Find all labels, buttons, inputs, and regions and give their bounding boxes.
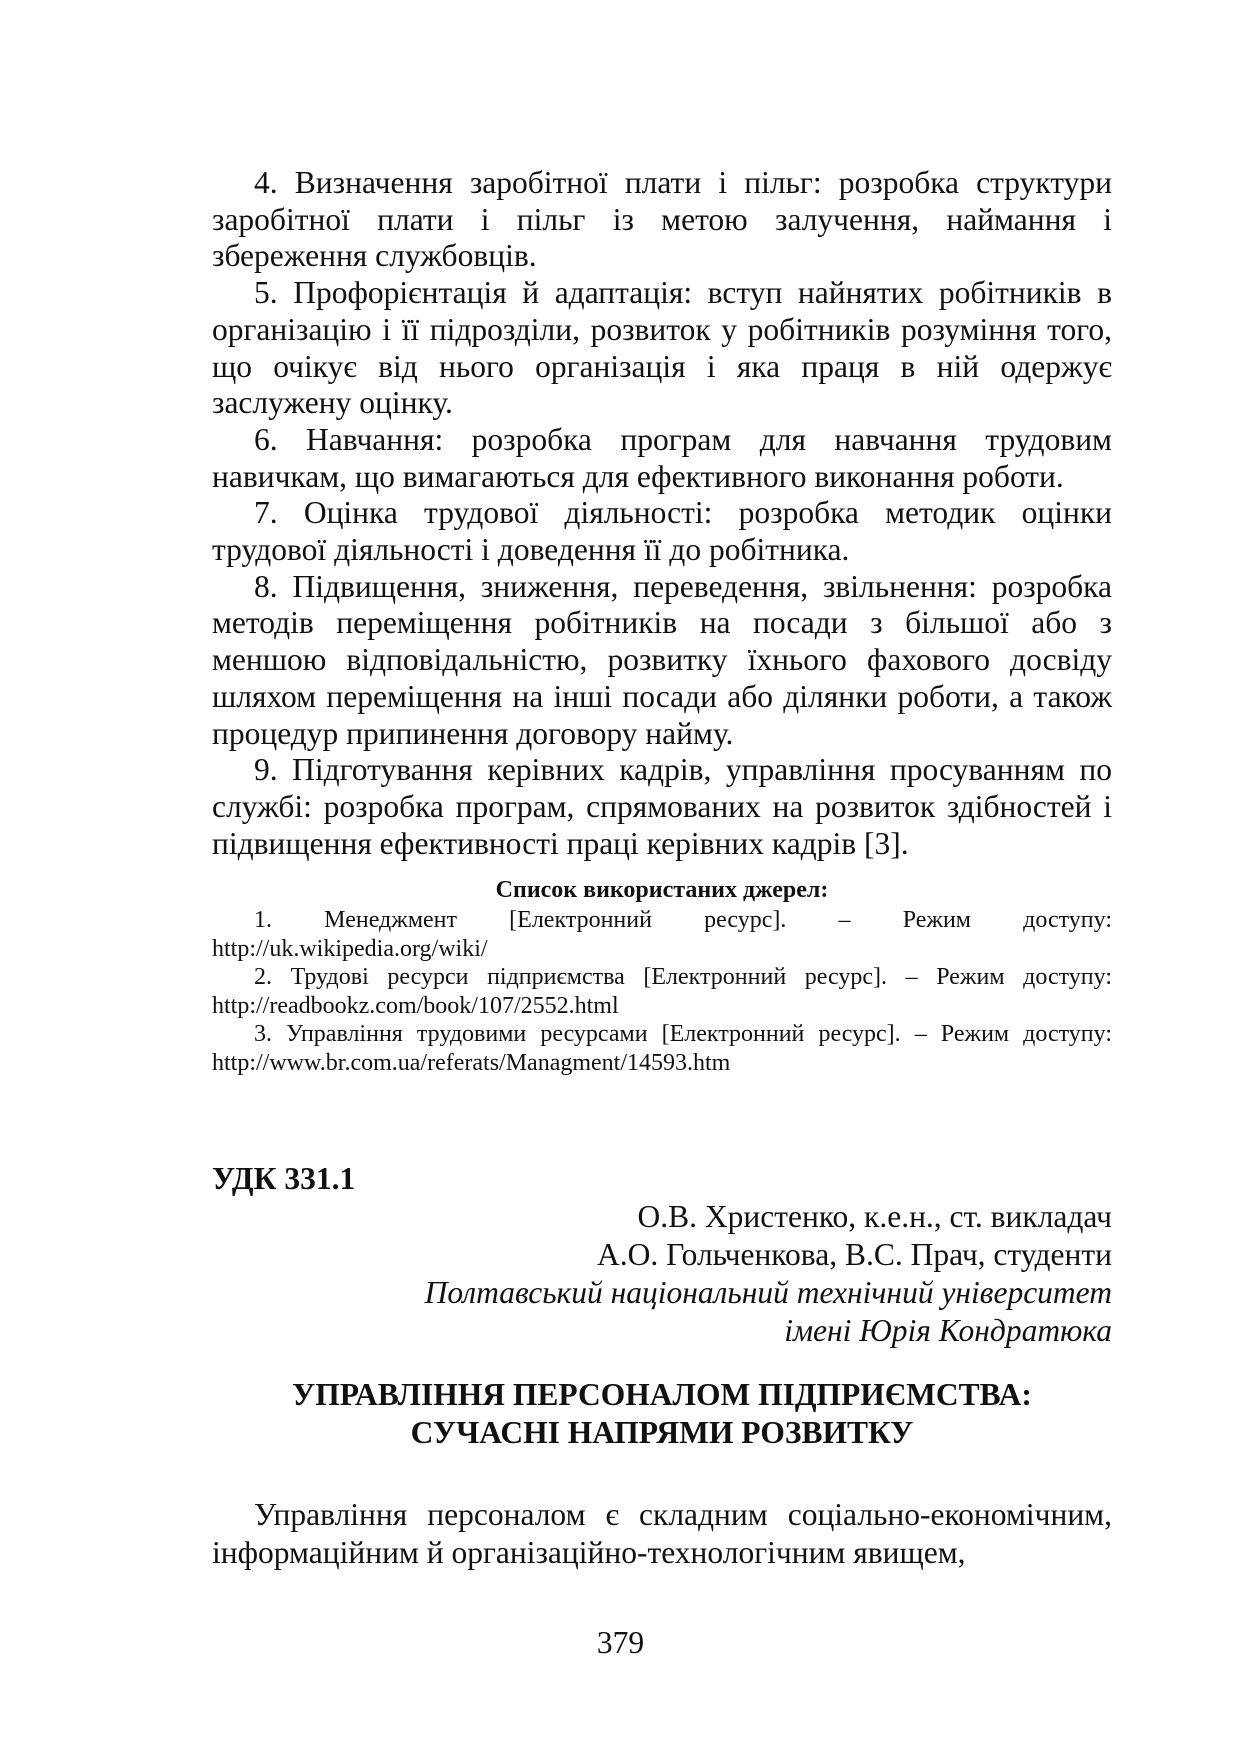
udk-code: УДК 331.1 (212, 1161, 356, 1196)
paragraph-item-4: 4. Визначення заробітної плати і пільг: розробка структури заробітної плати і пільг із метою залучення, наймання і збереження службовців. (212, 165, 1112, 274)
page-number: 379 (596, 1625, 645, 1660)
reference-item-1: 1. Менеджмент [Електронний ресурс]. – Режим доступу: http://uk.wikipedia.org/wiki/ (212, 907, 1112, 962)
paragraph-item-5: 5. Профорієнтація й адаптація: вступ найнятих робітників в організацію і її підрозділи, розвиток у робітників розуміння того, що очікує від нього організація і яка праця в ній одержує заслужену оцінку. (212, 275, 1112, 421)
article-title (212, 1376, 1112, 1452)
authors-block (212, 1198, 1112, 1350)
paragraph-item-9: 9. Підготування керівних кадрів, управління просуванням по службі: розробка програм, спрямованих на розвиток здібностей і підвищення ефективності праці керівних кадрів [3]. (212, 752, 1112, 861)
title-line-2: СУЧАСНІ НАПРЯМИ РОЗВИТКУ (410, 1415, 914, 1450)
affiliation-line-1: Полтавський національний технічний університет (424, 1275, 1112, 1310)
author-line-2: А.О. Гольченкова, В.С. Прач, студенти (597, 1237, 1112, 1272)
body-paragraph: Управління персоналом є складним соціально-економічним, інформаційним й організаційно-технологічним явищем, (212, 1497, 1112, 1570)
numbered-paragraphs (212, 165, 1112, 862)
references-heading: Список використаних джерел: (495, 877, 829, 903)
reference-item-3: 3. Управління трудовими ресурсами [Електронний ресурс]. – Режим доступу: http://www.br.com.ua/referats/Managment/14593.htm (212, 1021, 1112, 1076)
references-list (212, 906, 1112, 1078)
article-body (212, 1496, 1112, 1572)
paragraph-item-8: 8. Підвищення, зниження, переведення, звільнення: розробка методів переміщення робітників на посади з більшої або з меншою відповідальністю, розвитку їхнього фахового досвіду шляхом переміщення на інші посади або ділянки роботи, а також процедур припинення договору найму. (212, 568, 1112, 751)
affiliation-line-2: імені Юрія Кондратюка (784, 1313, 1112, 1348)
paragraph-item-7: 7. Оцінка трудової діяльності: розробка методик оцінки трудової діяльності і доведення її до робітника. (212, 495, 1112, 568)
title-line-1: УПРАВЛІННЯ ПЕРСОНАЛОМ ПІДПРИЄМСТВА: (292, 1377, 1032, 1412)
paragraph-item-6: 6. Навчання: розробка програм для навчання трудовим навичкам, що вимагаються для ефективного виконання роботи. (212, 421, 1112, 494)
author-line-1: О.В. Христенко, к.е.н., ст. викладач (637, 1199, 1112, 1234)
reference-item-2: 2. Трудові ресурси підприємства [Електронний ресурс]. – Режим доступу: http://readbookz.com/book/107/2552.html (212, 964, 1112, 1019)
